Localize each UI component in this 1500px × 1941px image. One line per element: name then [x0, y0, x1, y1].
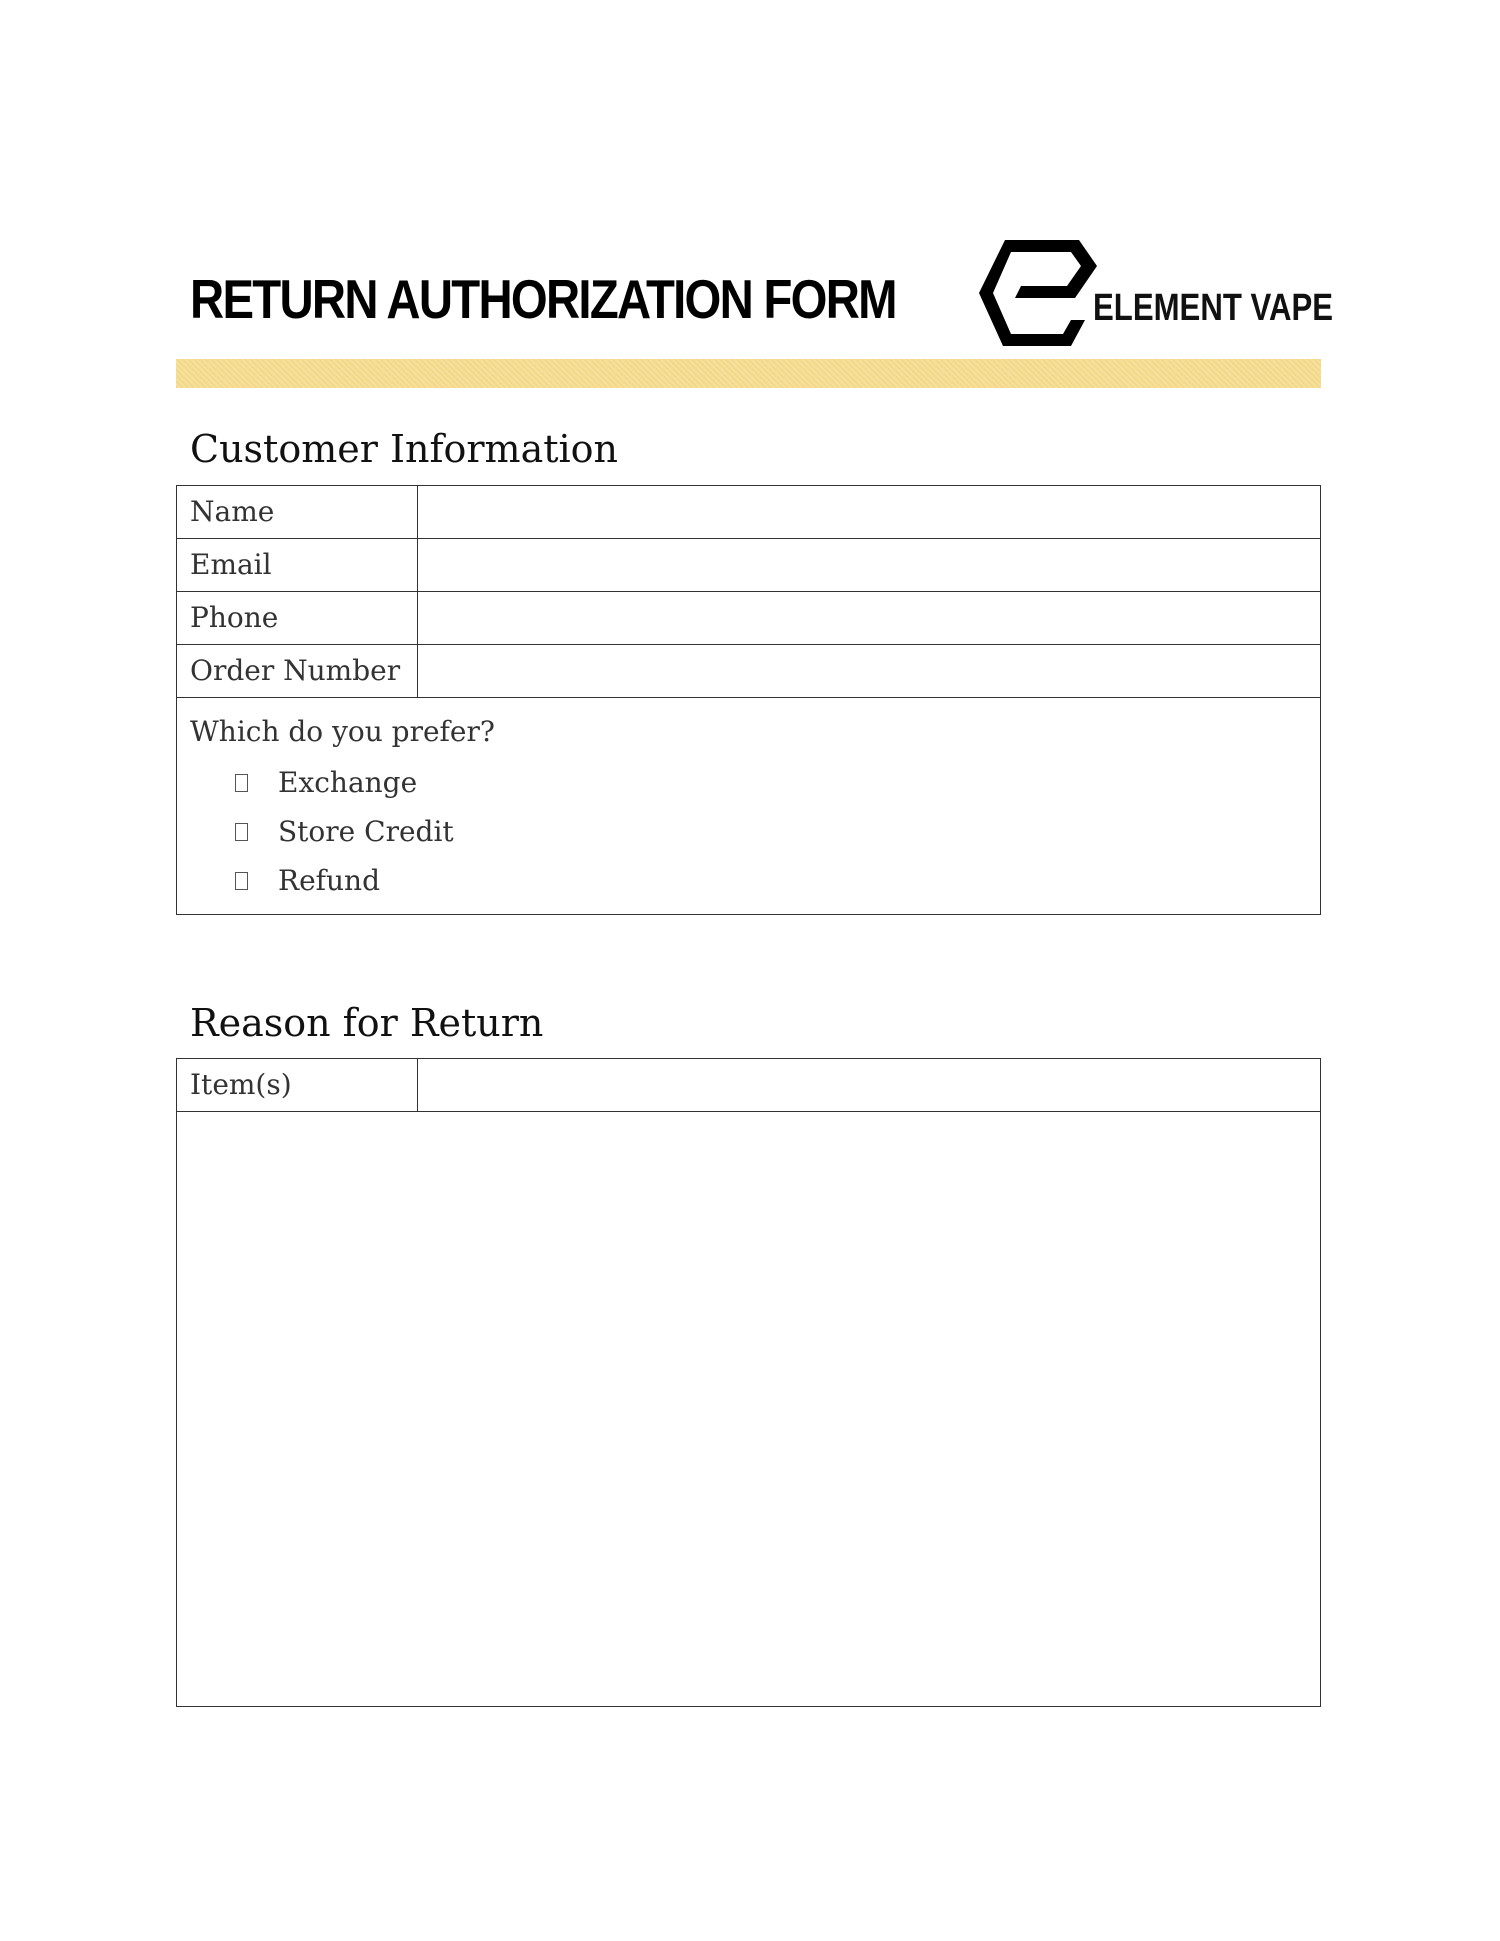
table-row	[177, 539, 1320, 592]
reason-for-return-table	[176, 1058, 1321, 1707]
store-credit-checkbox[interactable]	[235, 823, 248, 841]
label-cell	[177, 592, 418, 644]
customer-information-table	[176, 485, 1321, 915]
reason-text-area[interactable]	[177, 1112, 1320, 1706]
email-label: Email	[190, 548, 272, 581]
reason-for-return-heading: Reason for Return	[190, 1001, 544, 1045]
exchange-label: Exchange	[278, 766, 418, 799]
table-row	[177, 645, 1320, 698]
form-title: RETURN AUTHORIZATION FORM	[190, 268, 896, 330]
items-field[interactable]	[418, 1059, 1320, 1111]
label-cell	[177, 1059, 418, 1111]
customer-information-heading: Customer Information	[190, 427, 619, 471]
brand-logo	[975, 236, 1334, 350]
accent-divider	[176, 359, 1321, 388]
items-label: Item(s)	[190, 1068, 292, 1101]
name-label: Name	[190, 495, 275, 528]
brand-name: ELEMENT VAPE	[1093, 287, 1334, 329]
preference-question: Which do you prefer?	[190, 715, 495, 748]
refund-label: Refund	[278, 864, 381, 897]
preference-block	[177, 698, 1320, 914]
table-row	[177, 592, 1320, 645]
element-vape-logo-icon	[975, 236, 1097, 350]
phone-field[interactable]	[418, 592, 1320, 644]
label-cell	[177, 645, 418, 697]
email-field[interactable]	[418, 539, 1320, 591]
label-cell	[177, 486, 418, 538]
label-cell	[177, 539, 418, 591]
table-row	[177, 486, 1320, 539]
refund-checkbox[interactable]	[235, 872, 248, 890]
order-number-field[interactable]	[418, 645, 1320, 697]
store-credit-label: Store Credit	[278, 815, 454, 848]
table-row	[177, 1059, 1320, 1112]
order-number-label: Order Number	[190, 654, 401, 687]
exchange-checkbox[interactable]	[235, 774, 248, 792]
phone-label: Phone	[190, 601, 279, 634]
name-field[interactable]	[418, 486, 1320, 538]
